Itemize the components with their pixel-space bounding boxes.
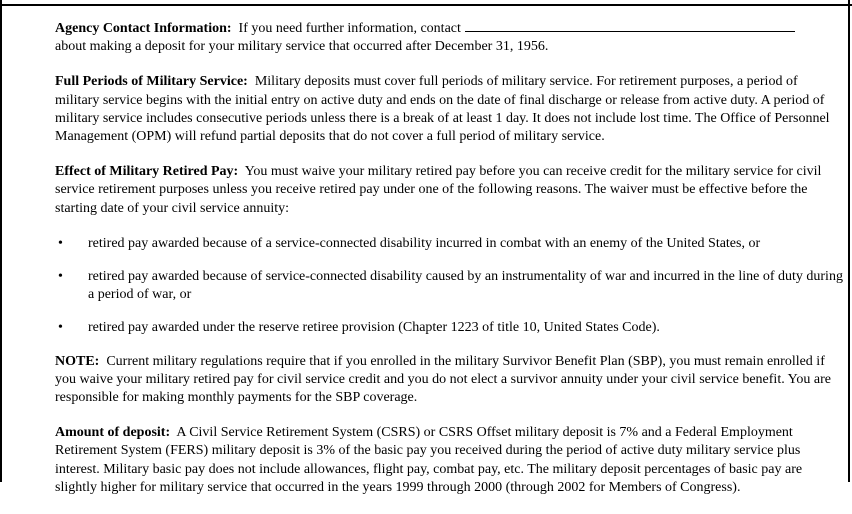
agency-contact-section xyxy=(55,20,845,56)
bullet-mark: • xyxy=(58,235,63,251)
note-heading: NOTE: xyxy=(55,353,100,369)
amount-heading: Amount of deposit: xyxy=(55,425,171,441)
full-periods-heading: Full Periods of Military Service: xyxy=(55,74,248,90)
agency-contact-heading: Agency Contact Information: xyxy=(55,21,232,36)
bullet-mark: • xyxy=(58,269,63,285)
agency-contact-blank-field[interactable] xyxy=(465,31,795,32)
retired-pay-body: You must waive your military retired pay before you can receive credit for the military service for civil service retirement purposes unless you receive retired pay under one of the following reasons. The waiver must be effective before the starting date of your civil service annuity: xyxy=(55,164,822,216)
bullet-item-reserve xyxy=(55,319,845,337)
bullet-item-instrumentality xyxy=(55,268,845,304)
note-body: Current military regulations require that if you enrolled in the military Survivor Benefit Plan (SBP), you must remain enrolled if you waive your military retired pay for civil service credit and you do not elect a survivor annuity under your civil service benefit. You are responsible for making monthly payments for the SBP coverage. xyxy=(55,353,831,406)
agency-contact-line2: about making a deposit for your military service that occurred after December 31, 1956. xyxy=(55,39,549,55)
agency-contact-line1: If you need further information, contact xyxy=(238,21,461,36)
amount-body: A Civil Service Retirement System (CSRS) or CSRS Offset military deposit is 7% and a Federal Employment Retirement System (FERS) military deposit is 3% of the basic pay you received during the period of active duty military service plus interest. Military basic pay does not include allowances, flight pay, combat pay, etc. The military deposit percentages of basic pay are slightly higher for military service that occurred in the years 1999 through 2000 (through 2002 for Members of Congress). xyxy=(55,425,803,495)
bullet-text: retired pay awarded because of service-connected disability caused by an instrumentality of war and incurred in the line of duty during a period of war, or xyxy=(88,269,843,303)
bullet-text: retired pay awarded because of a service-connected disability incurred in combat with an enemy of the United States, or xyxy=(88,235,761,251)
top-border-rule xyxy=(2,4,852,6)
retired-pay-section xyxy=(55,163,845,218)
retired-pay-heading: Effect of Military Retired Pay: xyxy=(55,164,239,180)
note-section xyxy=(55,353,845,408)
bullet-text: retired pay awarded under the reserve retiree provision (Chapter 1223 of title 10, United States Code). xyxy=(88,320,660,336)
bullet-item-combat xyxy=(55,235,845,253)
full-periods-section xyxy=(55,73,845,146)
amount-section xyxy=(55,424,845,497)
full-periods-body: Military deposits must cover full periods of military service. For retirement purposes, a period of military service begins with the initial entry on active duty and ends on the date of final discharge or release from active duty. A period of military service includes consecutive periods unless there is a break of at least 1 day. It does not include lost time. The Office of Personnel Management (OPM) will refund partial deposits that do not cover a full period of military service. xyxy=(55,74,830,145)
bullet-mark: • xyxy=(58,320,63,336)
instructions-text xyxy=(55,20,845,514)
